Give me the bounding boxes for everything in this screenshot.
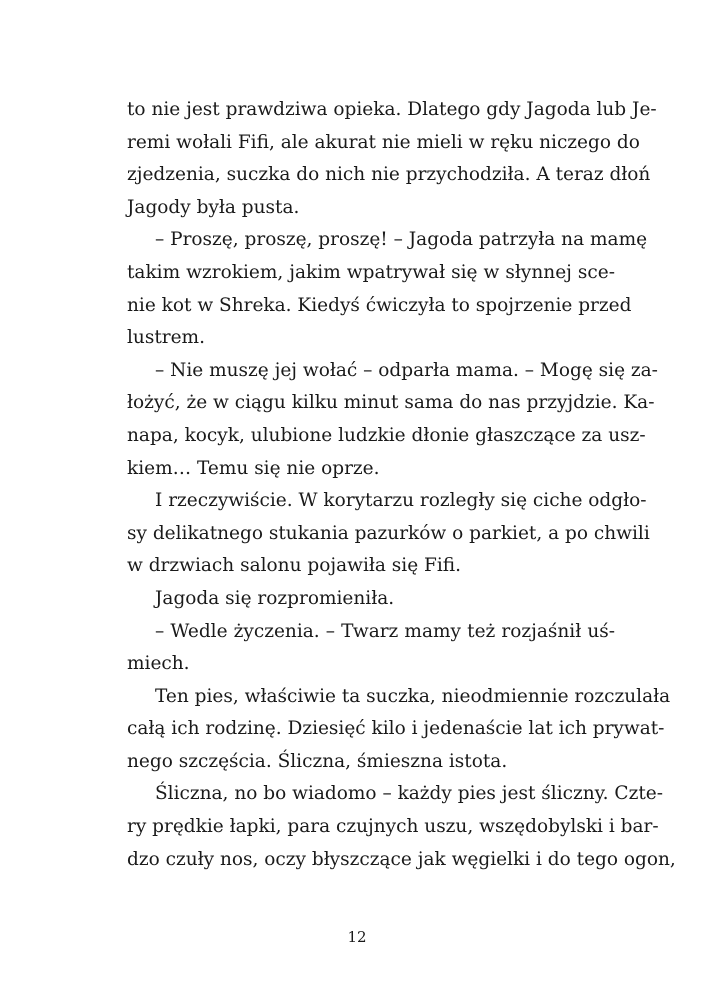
paragraph	[127, 485, 650, 583]
paragraph	[127, 224, 648, 354]
text-line: miech.	[127, 653, 190, 675]
text-line: dzo czuły nos, oczy błyszczące jak węgielki i do tego ogon,	[127, 848, 676, 870]
text-line: – Wedle życzenia. – Twarz mamy też rozjaśnił uś-	[155, 620, 615, 642]
text-line: Jagoda się rozpromieniła.	[155, 587, 395, 609]
text-line: łożyć, że w ciągu kilku minut sama do nas przyjdzie. Ka-	[127, 392, 655, 414]
paragraph	[127, 355, 658, 485]
text-line: Śliczna, no bo wiadomo – każdy pies jest śliczny. Czte-	[155, 783, 663, 805]
text-line: ry prędkie łapki, para czujnych uszu, wszędobylski i bar-	[127, 816, 659, 838]
text-line: sy delikatnego stukania pazurków o parkiet, a po chwili	[127, 522, 650, 544]
body-text	[127, 94, 676, 876]
text-line: zjedzenia, suczka do nich nie przychodziła. A teraz dłoń	[127, 164, 651, 186]
text-line: Jagody była pusta.	[127, 196, 300, 218]
page-number: 12	[347, 928, 367, 946]
text-line: – Proszę, proszę, proszę! – Jagoda patrzyła na mamę	[155, 229, 648, 251]
text-line: takim wzrokiem, jakim wpatrywał się w słynnej sce-	[127, 261, 615, 283]
paragraph	[127, 94, 657, 224]
text-line: to nie jest prawdziwa opieka. Dlatego gdy Jagoda lub Je-	[127, 99, 657, 120]
text-line: kiem… Temu się nie oprze.	[127, 457, 380, 479]
paragraph	[127, 681, 671, 779]
text-line: całą ich rodzinę. Dziesięć kilo i jedenaście lat ich prywat-	[127, 718, 665, 740]
text-line: remi wołali Fifi, ale akurat nie mieli w ręku niczego do	[127, 131, 640, 153]
text-line: I rzeczywiście. W korytarzu rozległy się ciche odgło-	[155, 490, 647, 512]
text-line: – Nie muszę jej wołać – odparła mama. – Mogę się za-	[155, 359, 658, 381]
paragraph	[127, 778, 676, 876]
text-line: napa, kocyk, ulubione ludzkie dłonie głaszczące za usz-	[127, 424, 646, 446]
text-line: w drzwiach salonu pojawiła się Fifi.	[127, 555, 461, 577]
paragraph	[127, 616, 615, 681]
paragraph	[127, 583, 615, 616]
text-line: Ten pies, właściwie ta suczka, nieodmiennie rozczulała	[155, 685, 671, 707]
text-line: nie kot w Shreka. Kiedyś ćwiczyła to spojrzenie przed	[127, 294, 632, 316]
text-line: lustrem.	[127, 327, 205, 349]
text-line: nego szczęścia. Śliczna, śmieszna istota.	[127, 750, 508, 772]
